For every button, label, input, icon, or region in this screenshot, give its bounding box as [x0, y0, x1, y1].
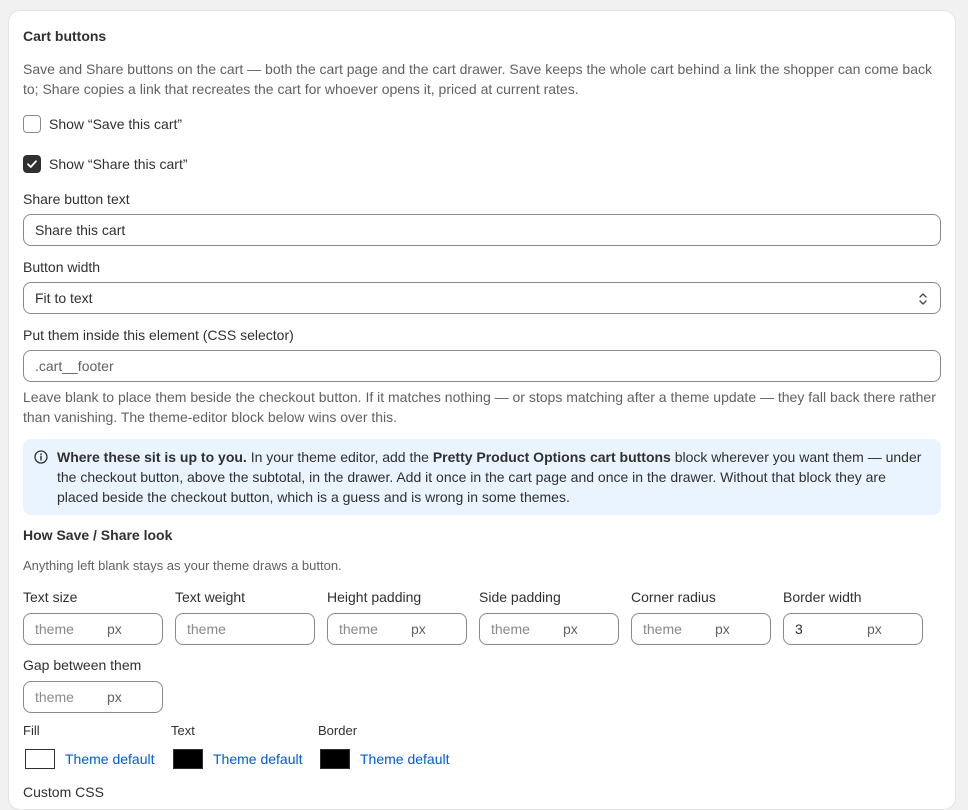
fill-color-swatch[interactable] [25, 749, 55, 769]
button-width-label: Button width [23, 259, 101, 275]
text-color-group [171, 723, 303, 769]
banner-strong: Where these sit is up to you. [57, 449, 247, 465]
text-color-label: Text [171, 723, 195, 738]
share-cart-label: Show “Share this cart” [49, 156, 188, 172]
section-description: Save and Share buttons on the cart — both the cart page and the cart drawer. Save keeps the whole cart behind a link the shopper can come back to; Share copies a link that recreates the cart for whoever opens it, priced at current rates. [23, 61, 933, 97]
selector-input[interactable] [23, 350, 941, 382]
side-padding-unit: px [563, 621, 578, 637]
placement-info-banner [23, 439, 941, 515]
gap-unit: px [107, 689, 122, 705]
info-icon [34, 450, 48, 464]
fill-color-label: Fill [23, 723, 40, 738]
section-title: Cart buttons [23, 28, 107, 44]
text-size-unit: px [107, 621, 122, 637]
corner-radius-input[interactable] [631, 613, 771, 645]
text-size-label: Text size [23, 589, 78, 605]
border-color-label: Border [318, 723, 358, 738]
border-theme-default-link[interactable]: Theme default [360, 751, 450, 767]
save-cart-checkbox[interactable] [23, 115, 41, 133]
gap-input[interactable] [23, 681, 163, 713]
fill-color-group [23, 723, 155, 769]
border-width-input[interactable] [783, 613, 923, 645]
side-padding-field [479, 587, 619, 645]
save-cart-toggle[interactable] [23, 114, 182, 134]
text-theme-default-link[interactable]: Theme default [213, 751, 303, 767]
share-text-value: Share this cart [35, 222, 126, 238]
side-padding-value: theme [491, 621, 530, 637]
corner-radius-label: Corner radius [631, 589, 716, 605]
side-padding-label: Side padding [479, 589, 561, 605]
cart-buttons-card [8, 10, 956, 810]
gap-value: theme [35, 689, 74, 705]
button-width-value: Fit to text [35, 290, 93, 306]
select-chevron-icon [916, 291, 930, 307]
text-size-input[interactable] [23, 613, 163, 645]
selector-help-text: Leave blank to place them beside the checkout button. If it matches nothing — or stops matching after a theme update — they fall back there rather than vanishing. The theme-editor block below wins over this. [23, 389, 936, 425]
checkmark-icon [26, 158, 38, 170]
banner-text [57, 447, 929, 507]
corner-radius-unit: px [715, 621, 730, 637]
text-color-swatch[interactable] [173, 749, 203, 769]
share-text-input[interactable] [23, 214, 941, 246]
gap-field [23, 655, 163, 713]
border-color-swatch[interactable] [320, 749, 350, 769]
share-text-label: Share button text [23, 191, 130, 207]
banner-text-1: In your theme editor, add the [246, 449, 433, 465]
border-width-label: Border width [783, 589, 862, 605]
text-weight-field [175, 587, 315, 645]
height-padding-unit: px [411, 621, 426, 637]
side-padding-input[interactable] [479, 613, 619, 645]
selector-label: Put them inside this element (CSS selector) [23, 327, 294, 343]
border-width-unit: px [867, 621, 882, 637]
banner-block-name: Pretty Product Options cart buttons [432, 449, 671, 465]
height-padding-field [327, 587, 467, 645]
share-cart-checkbox[interactable] [23, 155, 41, 173]
gap-label: Gap between them [23, 657, 142, 673]
text-size-field [23, 587, 163, 645]
text-size-value: theme [35, 621, 74, 637]
save-cart-label: Show “Save this cart” [49, 116, 183, 132]
height-padding-label: Height padding [327, 589, 422, 605]
text-weight-input[interactable] [175, 613, 315, 645]
border-color-group [318, 723, 450, 769]
fill-theme-default-link[interactable]: Theme default [65, 751, 155, 767]
border-width-value: 3 [795, 621, 803, 637]
border-width-field [783, 587, 923, 645]
look-description: Anything left blank stays as your theme draws a button. [23, 558, 342, 573]
custom-css-label: Custom CSS [23, 784, 104, 800]
look-heading: How Save / Share look [23, 527, 173, 543]
text-weight-value: theme [187, 621, 226, 637]
share-cart-toggle[interactable] [23, 154, 188, 174]
banner-text-2: block wherever you want them — under the checkout button, above the subtotal, in the drawer. Add it once in the cart page and once in the drawer. Without that block they are placed beside the checkout button, which is a guess and is wrong in some themes. [57, 449, 922, 505]
text-weight-label: Text weight [175, 589, 246, 605]
height-padding-input[interactable] [327, 613, 467, 645]
button-width-select[interactable] [23, 282, 941, 314]
corner-radius-value: theme [643, 621, 682, 637]
height-padding-value: theme [339, 621, 378, 637]
corner-radius-field [631, 587, 771, 645]
selector-value: .cart__footer [35, 358, 114, 374]
